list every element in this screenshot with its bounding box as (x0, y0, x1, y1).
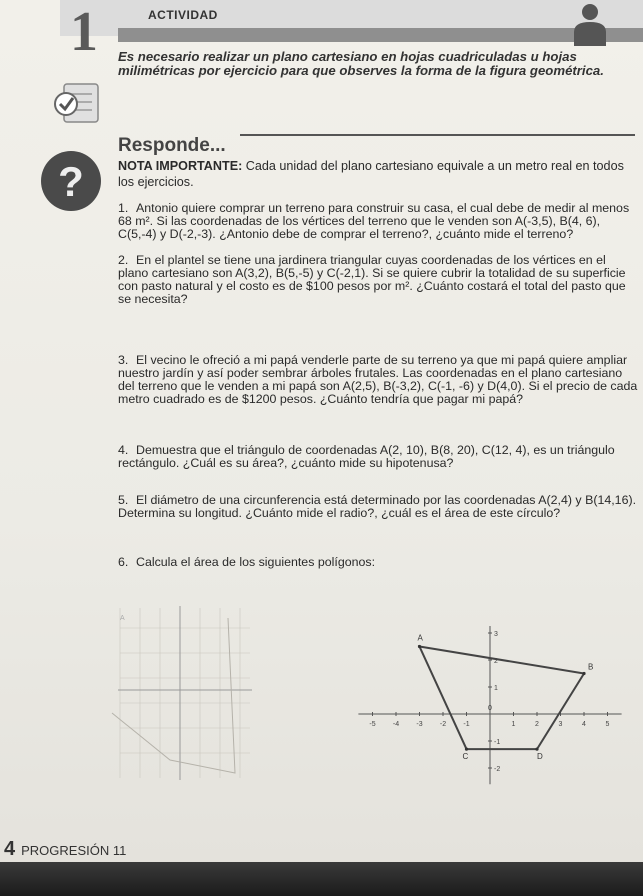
x-tick-label: -1 (463, 721, 470, 728)
vertex-label-b: B (588, 662, 594, 672)
y-tick-label: -1 (494, 739, 501, 746)
footer-label: PROGRESIÓN 11 (21, 843, 127, 858)
vertex-point (465, 748, 468, 751)
left-vertex-label: A (120, 615, 125, 622)
x-tick-label: 0 (488, 705, 492, 712)
intro-text: Es necesario realizar un plano cartesiano en hojas cuadriculadas u hojas milimétricas por ejercicio para que observes la forma de la figura geométrica. (118, 49, 604, 78)
problem-2 (118, 254, 638, 306)
checkmark-icon (52, 80, 102, 126)
problem-3 (118, 354, 638, 406)
y-tick-label: 2 (494, 658, 498, 665)
y-tick-label: 1 (494, 685, 498, 692)
responde-title: Responde... (118, 135, 226, 156)
y-tick-label: 3 (494, 631, 498, 638)
x-tick-label: 5 (605, 721, 610, 728)
x-tick-label: -3 (416, 721, 423, 728)
responde-divider (240, 134, 635, 136)
problem-text: En el plantel se tiene una jardinera triangular cuyas coordenadas de los vértices en el plano cartesiano son A(3,2), B(5,-5) y C(-2,1). Si se quiere cubrir la totalidad de su superficie con pasto natural y el costo es de $100 pesos por m². ¿Cuánto costará el total del pasto que se necesita? (118, 253, 626, 306)
footer-page-number: 4 (4, 838, 16, 860)
problem-text: Demuestra que el triángulo de coordenadas A(2, 10), B(8, 20), C(12, 4), es un triángulo rectángulo. ¿Cuál es su área?, ¿cuánto mide su hipotenusa? (118, 443, 615, 470)
important-note (118, 158, 638, 190)
note-label: NOTA IMPORTANTE: (118, 159, 243, 173)
svg-text:?: ? (58, 158, 84, 205)
activity-label: ACTIVIDAD (148, 8, 218, 22)
problem-5 (118, 494, 638, 520)
x-tick-label: 4 (582, 721, 586, 728)
photo-bottom-edge (0, 862, 643, 896)
problem-text: El vecino le ofreció a mi papá venderle parte de su terreno ya que mi papá quiere ampliar nuestro jardín y así poder sembrar árboles frutales. Las coordenadas en el plano cartesiano del terreno que le venden a mi papá son A(2,5), B(-3,2), C(-1, -6) y D(4,0). Si el precio de cada metro cuadrado es de $1200 pesos. ¿Cuánto tendría que pagar mi papá? (118, 353, 638, 406)
problem-1 (118, 202, 638, 241)
left-polygon-graph (110, 598, 260, 788)
right-polygon-graph (338, 626, 638, 796)
vertex-label-d: D (537, 752, 543, 762)
problem-6 (118, 556, 638, 569)
y-tick-label: -2 (494, 766, 501, 773)
x-tick-label: -5 (369, 721, 376, 728)
person-icon (560, 2, 620, 46)
problem-number: 2. (118, 253, 129, 267)
question-icon (38, 148, 104, 214)
vertex-label-a: A (417, 633, 423, 643)
x-tick-label: 3 (558, 721, 563, 728)
vertex-label-c: C (462, 752, 469, 762)
problem-text: El diámetro de una circunferencia está determinado por las coordenadas A(2,4) y B(14,16). Determina su longitud. ¿Cuánto mide el radio?, ¿cuál es el área de este círculo? (118, 493, 637, 520)
problem-number: 1. (118, 201, 129, 215)
problem-number: 4. (118, 443, 129, 457)
problem-4 (118, 444, 638, 470)
x-tick-label: -2 (439, 721, 447, 728)
vertex-point (535, 748, 538, 751)
problem-number: 3. (118, 353, 129, 367)
footer (4, 838, 126, 861)
trapezoid-shape (420, 647, 585, 750)
x-tick-label: 1 (511, 721, 516, 728)
activity-number: 1 (70, 1, 98, 63)
x-tick-label: 2 (535, 721, 539, 728)
vertex-point (582, 672, 585, 675)
x-tick-label: -4 (392, 721, 400, 728)
problem-text: Calcula el área de los siguientes polígonos: (136, 555, 376, 569)
vertex-point (418, 645, 421, 648)
problem-text: Antonio quiere comprar un terreno para construir su casa, el cual debe de medir al menos 68 m². Si las coordenadas de los vértices del terreno que le venden son A(-3,5), B(4, 6), C(5,-4) y D(-2,-3). ¿Antonio debe de comprar el terreno?, ¿cuánto mide el terreno? (118, 201, 630, 241)
problem-number: 5. (118, 493, 129, 507)
problem-number: 6. (118, 555, 129, 569)
note-text: Cada unidad del plano cartesiano equivale a un metro real en todos los ejercicios. (118, 159, 624, 189)
